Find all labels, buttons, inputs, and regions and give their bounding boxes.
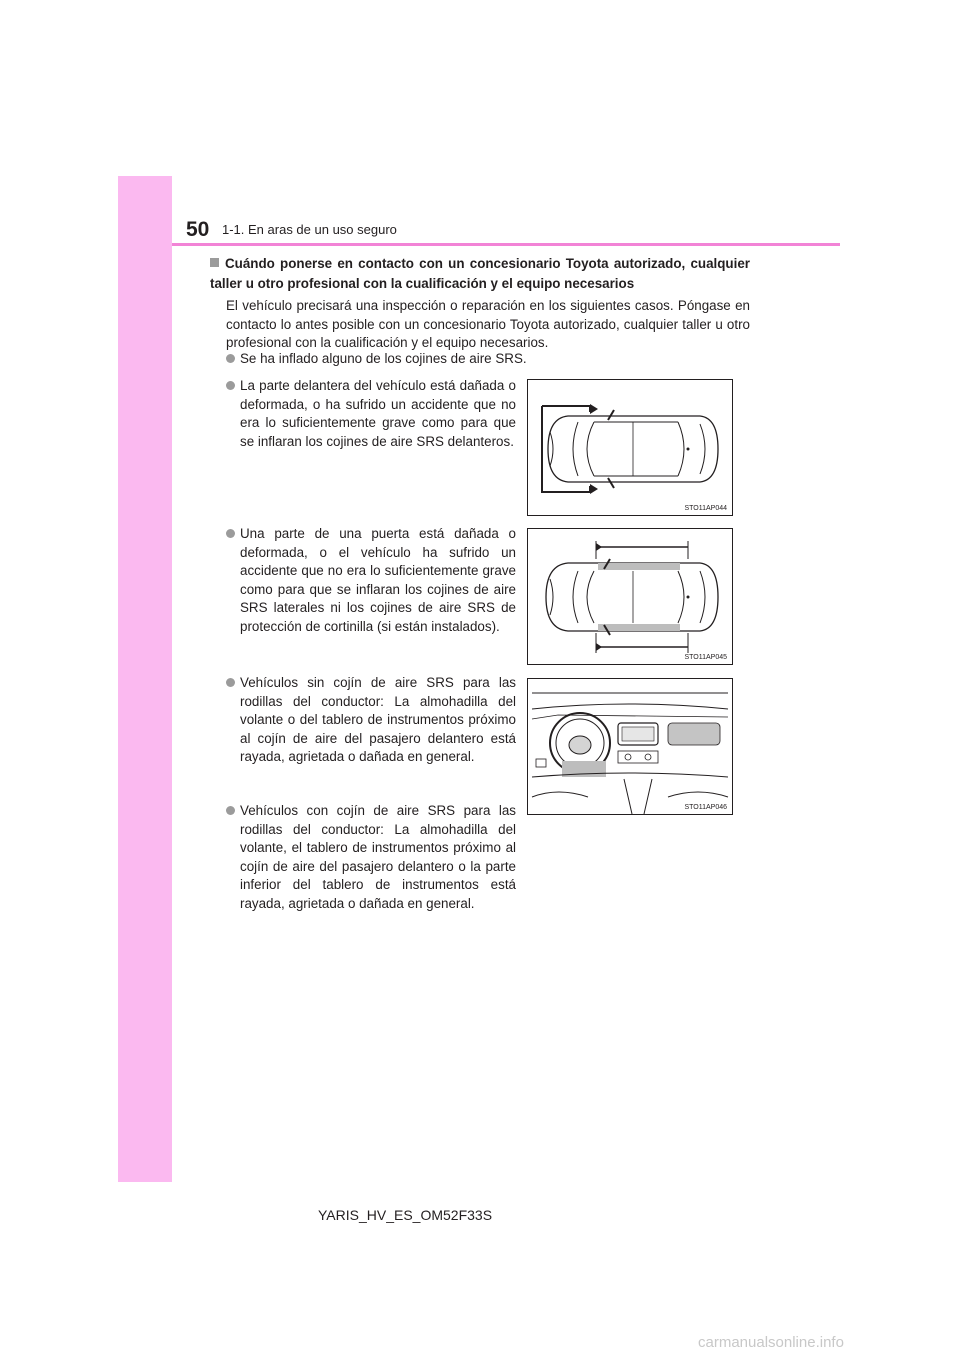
bullet-item (226, 377, 516, 451)
bullet-dot-icon (226, 354, 235, 363)
header-rule (172, 243, 840, 246)
manual-code: YARIS_HV_ES_OM52F33S (318, 1207, 493, 1223)
figure-code: STO11AP045 (684, 654, 727, 661)
bullet-item (226, 350, 756, 369)
figure-front-damage (527, 379, 733, 516)
figure-code: STO11AP046 (684, 804, 727, 811)
page-number: 50 (186, 218, 210, 241)
section-title: 1-1. En aras de un uso seguro (222, 222, 397, 237)
bullet-item (226, 802, 516, 914)
dashboard-interior-illustration (528, 679, 732, 814)
bullet-dot-icon (226, 678, 235, 687)
car-top-view-front-illustration (528, 380, 732, 515)
intro-paragraph: El vehículo precisará una inspección o reparación en los siguientes casos. Póngase en contacto lo antes posible con un concesionario Toyota autorizado, cualquier taller u otro profesional con la cualificación y el equipo necesarios. (226, 298, 750, 351)
bullet-text: La parte delantera del vehículo está dañada o deformada, o ha sufrido un accidente que no era lo suficientemente grave como para que se inflaran los cojines de aire SRS delanteros. (240, 378, 516, 449)
bullet-item (226, 525, 516, 637)
bullet-text: Vehículos sin cojín de aire SRS para las rodillas del conductor: La almohadilla del volante o del tablero de instrumentos próximo al cojín de aire del pasajero delantero está rayada, agrietada o dañada en general. (240, 675, 516, 765)
car-top-view-side-illustration (528, 529, 732, 664)
section-heading-text: Cuándo ponerse en contacto con un concesionario Toyota autorizado, cualquier taller u otro profesional con la cualificación y el equipo necesarios (210, 256, 750, 291)
figure-door-damage (527, 528, 733, 665)
figure-dashboard (527, 678, 733, 815)
square-bullet-icon (210, 258, 219, 267)
bullet-item (226, 674, 516, 767)
bullet-text: Se ha inflado alguno de los cojines de aire SRS. (240, 351, 527, 366)
figure-code: STO11AP044 (684, 505, 727, 512)
bullet-dot-icon (226, 806, 235, 815)
section-heading (210, 254, 750, 294)
bullet-dot-icon (226, 529, 235, 538)
bullet-text: Vehículos con cojín de aire SRS para las rodillas del conductor: La almohadilla del volante, el tablero de instrumentos próximo al cojín de aire del pasajero delantero o la parte inferior del tablero de instrumentos está rayada, agrietada o dañada en general. (240, 803, 516, 911)
side-tab-band (118, 176, 172, 1182)
bullet-dot-icon (226, 381, 235, 390)
watermark: carmanualsonline.info (698, 1334, 844, 1351)
bullet-text: Una parte de una puerta está dañada o deformada, o el vehículo ha sufrido un accidente que no era lo suficientemente grave como para que se inflaran los cojines de aire SRS laterales ni los cojines de aire SRS de protección de cortinilla (si están instalados). (240, 526, 516, 634)
